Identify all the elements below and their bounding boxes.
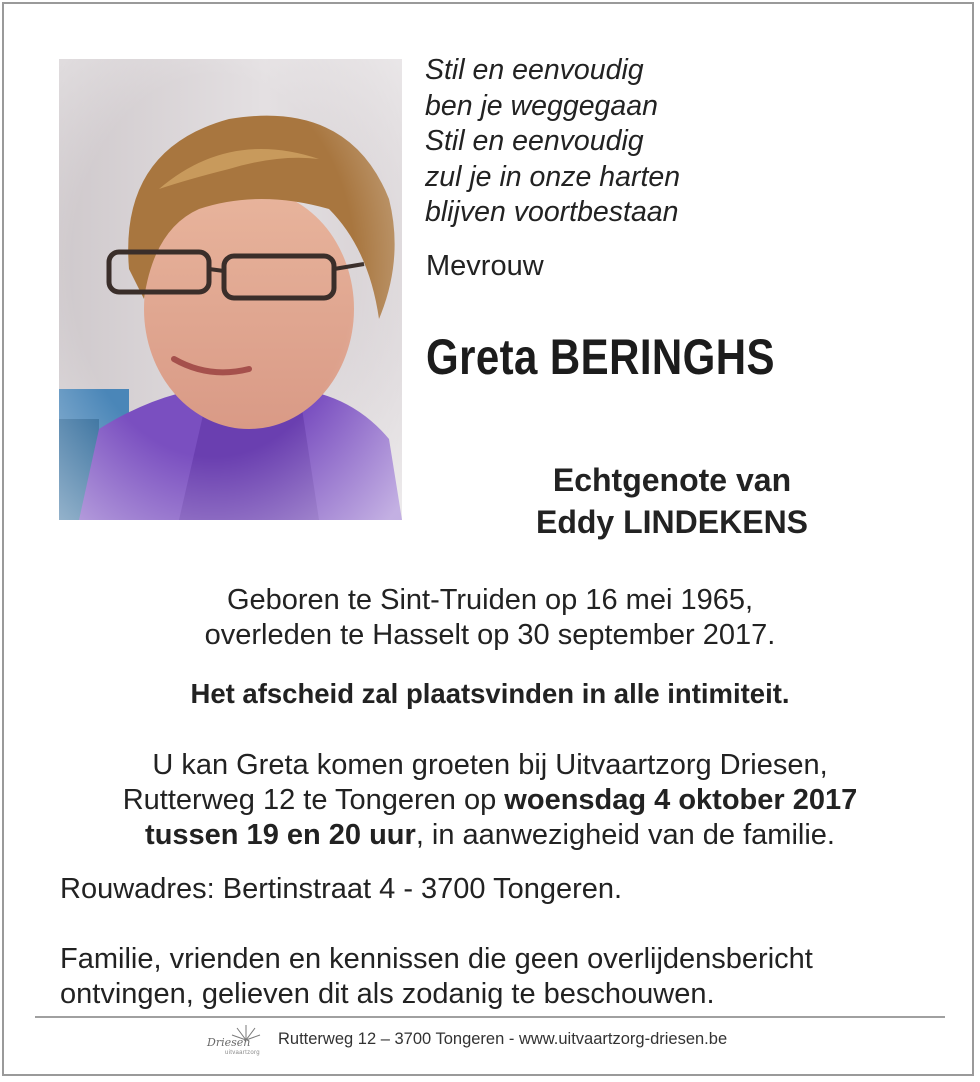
- death-line: overleden te Hasselt op 30 september 2017.: [204, 619, 776, 651]
- visit-line-2: [40, 783, 940, 818]
- visit-note: , in aanwezigheid van de familie.: [415, 819, 835, 851]
- footer-contact: Rutterweg 12 – 3700 Tongeren - www.uitvaartzorg-driesen.be: [278, 1030, 728, 1048]
- footer-divider: [35, 1016, 945, 1018]
- poem-line: Stil en eenvoudig: [425, 54, 644, 86]
- poem-line: blijven voortbestaan: [425, 196, 679, 228]
- poem: [425, 53, 680, 231]
- mourning-address: Rouwadres: Bertinstraat 4 - 3700 Tongeren.: [60, 873, 623, 905]
- visit-line-1: U kan Greta komen groeten bij Uitvaartzorg Driesen,: [152, 749, 828, 781]
- funeral-home-logo: [205, 1024, 263, 1060]
- spouse-label: Echtgenote van: [552, 462, 792, 498]
- logo-wordmark: Driesen: [207, 1036, 251, 1049]
- poem-line: zul je in onze harten: [425, 160, 681, 193]
- birth-line: Geboren te Sint-Truiden op 16 mei 1965,: [226, 584, 754, 616]
- visit-date: woensdag 4 oktober 2017: [504, 784, 858, 816]
- farewell-text: Het afscheid zal plaatsvinden in alle intimiteit.: [190, 678, 790, 709]
- spouse-name: Eddy LINDEKENS: [535, 504, 809, 540]
- logo-subtitle: uitvaartzorg: [225, 1050, 260, 1056]
- visit-line-3: [40, 818, 940, 853]
- portrait-photo: [59, 59, 402, 520]
- honorific: Mevrouw: [426, 250, 544, 282]
- poem-line: Stil en eenvoudig: [425, 125, 644, 157]
- visit-time: tussen 19 en 20 uur: [145, 819, 416, 851]
- visit-location: Rutterweg 12 te Tongeren op: [122, 784, 505, 816]
- deceased-name: Greta BERINGHS: [426, 329, 775, 385]
- poem-line: ben je weggegaan: [425, 89, 658, 122]
- notice-line-1: Familie, vrienden en kennissen die geen overlijdensbericht: [60, 943, 813, 975]
- notice-line-2: ontvingen, gelieven dit als zodanig te beschouwen.: [60, 978, 715, 1010]
